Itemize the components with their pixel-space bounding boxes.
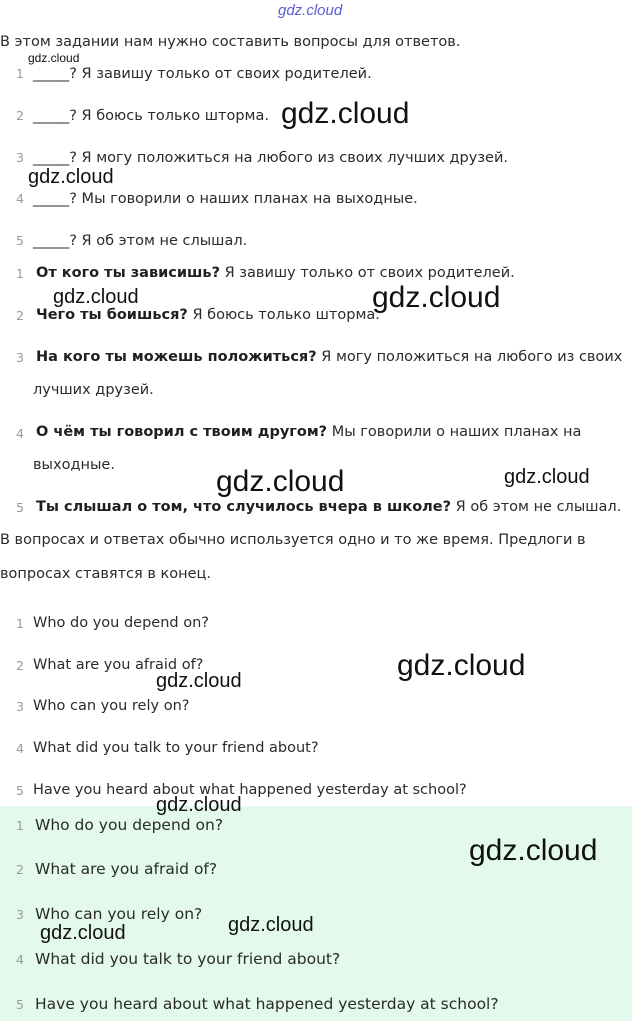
answer-text: Мы говорили о наших планах на: [327, 424, 582, 440]
task-number: 4: [16, 191, 24, 206]
answer-number: 4: [16, 741, 24, 756]
task-item: _____? Я боюсь только шторма.: [33, 108, 269, 124]
final-answer-item: What are you afraid of?: [35, 860, 218, 878]
watermark: gdz.cloud: [372, 281, 501, 314]
final-answer-number: 4: [16, 952, 24, 967]
final-answer-item: Who do you depend on?: [35, 816, 224, 834]
answer-text: Я об этом не слышал.: [451, 499, 622, 515]
answer-item: Who can you rely on?: [33, 698, 190, 714]
watermark: gdz.cloud: [40, 922, 126, 944]
answer-text: Я боюсь только шторма.: [187, 307, 380, 323]
answer-number: 1: [16, 616, 24, 631]
answer-number: 1: [16, 266, 24, 281]
answer-question: О чём ты говорил с твоим другом?: [36, 424, 328, 440]
answer-item: Have you heard about what happened yesterday at school?: [33, 782, 467, 798]
task-item: _____? Я об этом не слышал.: [33, 233, 248, 249]
answer-item: Who do you depend on?: [33, 615, 209, 631]
final-answer-number: 5: [16, 997, 24, 1012]
watermark: gdz.cloud: [156, 670, 242, 692]
watermark: gdz.cloud: [28, 166, 114, 188]
answer-number: 4: [16, 426, 24, 441]
final-answer-number: 3: [16, 907, 24, 922]
site-logo[interactable]: gdz.cloud: [278, 2, 343, 19]
watermark: gdz.cloud: [281, 97, 410, 130]
answer-number: 3: [16, 699, 24, 714]
final-answer-number: 2: [16, 862, 24, 877]
answer-item: [36, 422, 581, 442]
watermark: gdz.cloud: [53, 286, 139, 308]
task-number: 3: [16, 150, 24, 165]
answer-number: 5: [16, 783, 24, 798]
answer-item: What did you talk to your friend about?: [33, 740, 319, 756]
note-text-line1: В вопросах и ответах обычно используется одно и то же время. Предлоги в: [0, 532, 586, 548]
watermark: gdz.cloud: [504, 466, 590, 488]
task-item: _____? Я завишу только от своих родителей.: [33, 66, 372, 82]
watermark: gdz.cloud: [156, 794, 242, 816]
answer-item: [36, 497, 621, 517]
watermark: gdz.cloud: [228, 914, 314, 936]
task-number: 5: [16, 233, 24, 248]
answer-item: [36, 347, 622, 367]
answer-text: Я могу положиться на любого из своих: [316, 349, 623, 365]
task-item: _____? Мы говорили о наших планах на выходные.: [33, 191, 418, 207]
watermark: gdz.cloud: [216, 465, 345, 498]
final-answer-item: Who can you rely on?: [35, 905, 203, 923]
note-text-line2: вопросах ставятся в конец.: [0, 566, 212, 582]
task-item: _____? Я могу положиться на любого из своих лучших друзей.: [33, 150, 509, 166]
final-answer-item: Have you heard about what happened yesterday at school?: [35, 995, 499, 1013]
watermark: gdz.cloud: [397, 649, 526, 682]
answer-number: 3: [16, 350, 24, 365]
final-answer-item: What did you talk to your friend about?: [35, 950, 341, 968]
answer-question: От кого ты зависишь?: [36, 265, 221, 281]
task-number: 2: [16, 108, 24, 123]
intro-text: В этом задании нам нужно составить вопросы для ответов.: [0, 34, 461, 50]
answer-text-cont: лучших друзей.: [33, 382, 154, 398]
task-number: 1: [16, 66, 24, 81]
answer-number: 5: [16, 500, 24, 515]
answer-question: Чего ты боишься?: [36, 307, 188, 323]
answer-text-cont: выходные.: [33, 457, 115, 473]
answer-number: 2: [16, 308, 24, 323]
answer-question: Ты слышал о том, что случилось вчера в школе?: [36, 499, 452, 515]
final-answer-number: 1: [16, 818, 24, 833]
answer-item: [36, 263, 515, 283]
watermark: gdz.cloud: [469, 834, 598, 867]
answer-number: 2: [16, 658, 24, 673]
watermark: gdz.cloud: [28, 51, 80, 65]
answer-item: What are you afraid of?: [33, 657, 204, 673]
answer-text: Я завишу только от своих родителей.: [220, 265, 515, 281]
answer-question: На кого ты можешь положиться?: [36, 349, 317, 365]
